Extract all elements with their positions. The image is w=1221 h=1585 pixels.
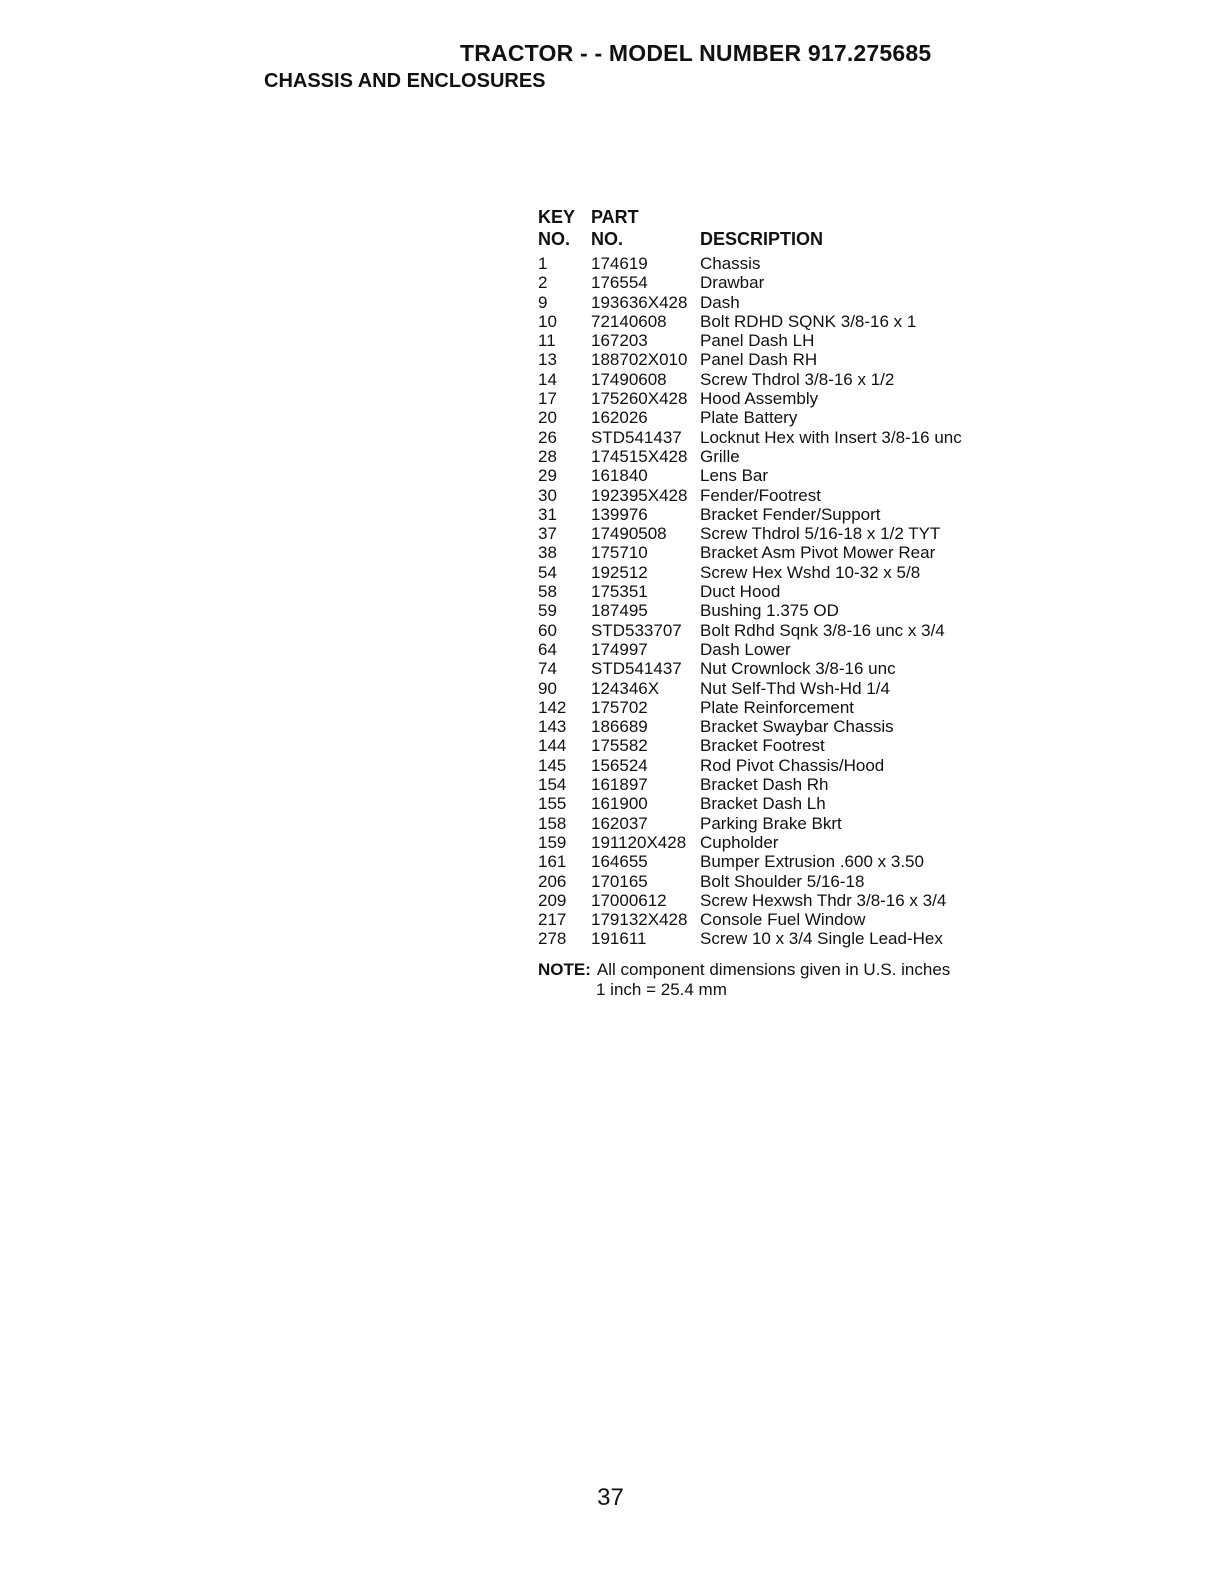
page-title: TRACTOR - - MODEL NUMBER 917.275685 [460,40,932,66]
key-no-cell: 161 [538,852,567,872]
part-no-cell: STD541437 [591,659,682,679]
key-no-cell: 29 [538,466,557,486]
key-no-cell: 60 [538,620,557,640]
part-no-cell: STD533707 [591,620,682,640]
part-no-cell: 193636X428 [591,292,688,312]
description-cell: Dash Lower [700,639,791,659]
description-cell: Panel Dash LH [700,331,815,351]
description-cell: Plate Battery [700,408,798,428]
description-cell: Nut Crownlock 3/8-16 unc [700,659,896,679]
key-no-cell: 30 [538,485,557,505]
key-no-cell: 142 [538,697,567,717]
key-no-cell: 17 [538,389,557,409]
description-cell: Bracket Swaybar Chassis [700,717,894,737]
part-no-cell: 187495 [591,601,648,621]
part-no-cell: 191120X428 [591,832,687,852]
key-no-cell: 209 [538,890,567,910]
key-no-cell: 54 [538,562,557,582]
part-no-cell: 124346X [591,678,660,698]
key-no-cell: 10 [538,311,557,331]
key-no-cell: 2 [538,273,548,293]
description-cell: Bolt RDHD SQNK 3/8-16 x 1 [700,311,917,331]
part-no-cell: 179132X428 [591,910,688,930]
description-cell: Chassis [700,254,761,273]
part-no-cell: 139976 [591,504,648,524]
key-header-line1: KEY [538,207,576,227]
part-no-cell: 186689 [591,717,648,737]
key-no-cell: 58 [538,582,557,602]
part-no-cell: 161897 [591,775,648,795]
key-no-cell: 64 [538,639,557,659]
key-no-cell: 59 [538,601,557,621]
part-no-cell: 176554 [591,273,648,293]
part-no-cell: 192512 [591,562,648,582]
description-cell: Screw Hex Wshd 10-32 x 5/8 [700,562,921,582]
description-cell: Screw 10 x 3/4 Single Lead-Hex [700,929,943,949]
key-header-line2: NO. [538,229,571,249]
part-no-cell: 167203 [591,331,648,351]
description-cell: Bracket Dash Lh [700,794,826,814]
key-no-cell: 154 [538,775,567,795]
description-cell: Grille [700,446,740,466]
key-no-cell: 11 [538,331,556,351]
part-no-cell: 191611 [591,929,647,949]
description-cell: Parking Brake Bkrt [700,813,842,833]
part-no-cell: 17490508 [591,524,667,544]
key-no-cell: 1 [538,254,548,273]
part-no-cell: 170165 [591,871,648,891]
key-no-cell: 278 [538,929,567,949]
part-no-cell: 156524 [591,755,648,775]
key-no-cell: 217 [538,910,567,930]
part-no-cell: 174619 [591,254,648,273]
part-no-cell: 174997 [591,639,648,659]
part-no-cell: 162026 [591,408,648,428]
key-no-cell: 13 [538,350,557,370]
description-cell: Bolt Rdhd Sqnk 3/8-16 unc x 3/4 [700,620,945,640]
part-no-cell: 161900 [591,794,648,814]
part-no-cell: STD541437 [591,427,682,447]
key-no-cell: 38 [538,543,557,563]
description-cell: Bumper Extrusion .600 x 3.50 [700,852,924,872]
part-no-cell: 175260X428 [591,389,688,409]
description-cell: Cupholder [700,832,779,852]
part-no-cell: 175351 [591,582,648,602]
page-number: 37 [597,1484,624,1511]
part-no-cell: 188702X010 [591,350,688,370]
part-no-cell: 17490608 [591,369,667,389]
description-cell: Bracket Footrest [700,736,825,756]
part-no-cell: 161840 [591,466,648,486]
part-header-line1: PART [591,207,639,227]
description-cell: Lens Bar [700,466,769,486]
note-line1: All component dimensions given in U.S. inches [596,960,951,979]
description-cell: Bushing 1.375 OD [700,601,839,621]
description-cell: Nut Self-Thd Wsh-Hd 1/4 [700,678,890,698]
section-subtitle: CHASSIS AND ENCLOSURES [264,70,546,92]
key-no-cell: 155 [538,794,567,814]
description-cell: Locknut Hex with Insert 3/8-16 unc [700,427,962,447]
note-label: NOTE: [538,960,591,979]
key-no-cell: 31 [538,504,557,524]
key-no-cell: 26 [538,427,557,447]
description-cell: Bracket Fender/Support [700,504,881,524]
key-no-cell: 74 [538,659,557,679]
key-no-cell: 14 [538,369,557,389]
key-no-cell: 143 [538,717,567,737]
part-no-cell: 175710 [591,543,648,563]
key-no-cell: 37 [538,524,557,544]
part-no-cell: 192395X428 [591,485,688,505]
key-no-cell: 158 [538,813,567,833]
description-cell: Bracket Asm Pivot Mower Rear [700,543,936,563]
part-no-cell: 175582 [591,736,648,756]
key-no-cell: 144 [538,736,567,756]
part-header-line2: NO. [591,229,624,249]
description-cell: Hood Assembly [700,389,819,409]
key-no-cell: 90 [538,678,557,698]
key-no-cell: 28 [538,446,557,466]
note-line2: 1 inch = 25.4 mm [596,980,727,999]
description-cell: Plate Reinforcement [700,697,855,717]
description-cell: Duct Hood [700,582,781,602]
key-no-cell: 159 [538,832,567,852]
description-cell: Drawbar [700,273,765,293]
description-cell: Rod Pivot Chassis/Hood [700,755,885,775]
description-cell: Fender/Footrest [700,485,821,505]
part-no-cell: 174515X428 [591,446,688,466]
description-cell: Screw Hexwsh Thdr 3/8-16 x 3/4 [700,890,947,910]
key-no-cell: 20 [538,408,557,428]
key-no-cell: 9 [538,292,548,312]
description-cell: Console Fuel Window [700,910,866,930]
part-no-cell: 164655 [591,852,648,872]
part-no-cell: 162037 [591,813,648,833]
note [538,960,950,1000]
part-no-cell: 17000612 [591,890,667,910]
description-cell: Bracket Dash Rh [700,775,829,795]
description-cell: Bolt Shoulder 5/16-18 [700,871,865,891]
description-cell: Screw Thdrol 3/8-16 x 1/2 [700,369,895,389]
description-cell: Panel Dash RH [700,350,818,370]
description-header: DESCRIPTION [700,229,824,249]
part-no-cell: 175702 [591,697,648,717]
description-cell: Dash [700,292,740,312]
part-no-cell: 72140608 [591,311,667,331]
key-no-cell: 206 [538,871,567,891]
key-no-cell: 145 [538,755,567,775]
description-cell: Screw Thdrol 5/16-18 x 1/2 TYT [700,524,941,544]
